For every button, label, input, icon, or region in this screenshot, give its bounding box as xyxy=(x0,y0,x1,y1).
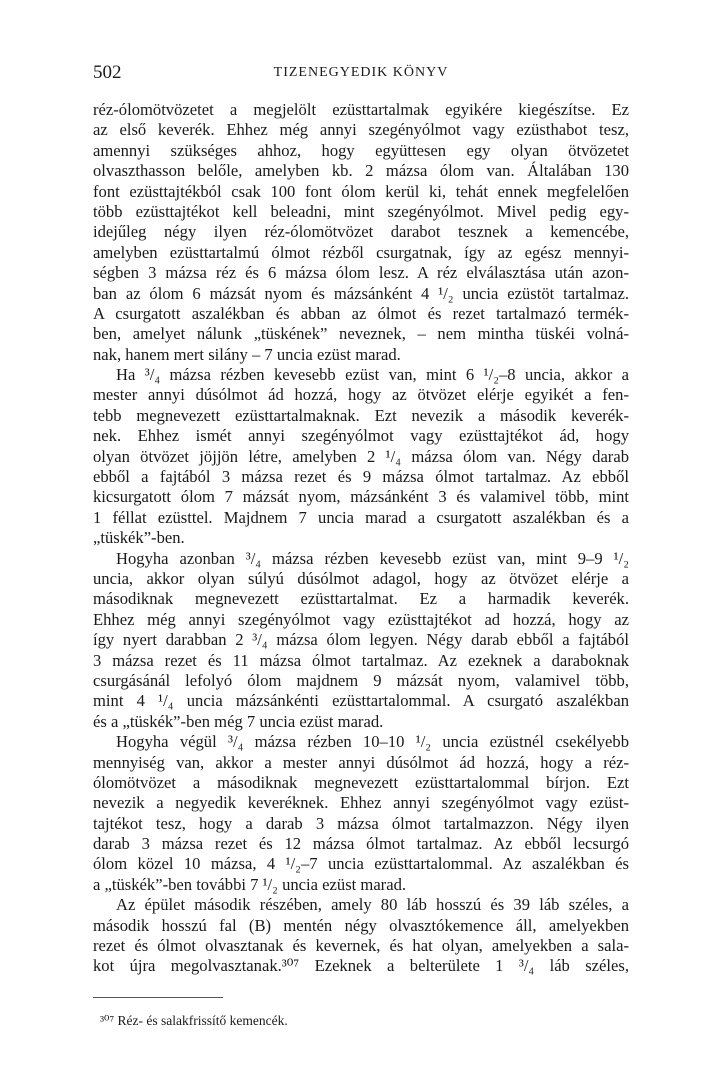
text-line: A csurgatott aszalékban és abban az ólmot és rezet tartalmazó termék- xyxy=(93,303,629,323)
text-line: kicsurgatott ólom 7 mázsát nyom, mázsánként 3 és valamivel több, mint xyxy=(93,487,629,507)
text-line: rezet és ólmot olvasztanak és kevernek, és hat olyan, amelyekben a sala- xyxy=(93,936,629,956)
text-line: tebb megnevezett ezüsttartalmaknak. Ezt nevezik a második keverék- xyxy=(93,405,629,425)
text-line: második hosszú fal (B) mentén négy olvasztókemence áll, amelyekben xyxy=(93,915,629,935)
text-line: nevezik a negyedik keveréknek. Ehhez annyi szegényólmot vagy ezüst- xyxy=(93,793,629,813)
text-line: „tüskék”-ben. xyxy=(93,528,185,548)
text-line: amennyi szükséges ahhoz, hogy együttesen egy olyan ötvözetet xyxy=(93,140,629,160)
page-header xyxy=(93,58,629,88)
text-line: mester annyi dúsólmot ád hozzá, hogy az ötvözet elérje egyikét a fen- xyxy=(93,385,629,405)
text-line: a „tüskék”-ben további 7 ¹/₂ uncia ezüst marad. xyxy=(93,874,407,894)
running-head: TIZENEGYEDIK KÖNYV xyxy=(273,65,449,80)
text-line: Hogyha végül ³/₄ mázsa rézben 10–10 ¹/₂ uncia ezüstnél csekélyebb xyxy=(116,732,629,752)
text-line: mint 4 ¹/₄ uncia mázsánkénti ezüsttartalommal. A csurgató aszalékban xyxy=(93,691,629,711)
text-line: így nyert darabban 2 ³/₄ mázsa ólom legyen. Négy darab ebből a fajtából xyxy=(93,630,629,650)
text-line: ban az ólom 6 mázsát nyom és mázsánként 4 ¹/₂ uncia ezüstöt tartalmaz. xyxy=(93,283,629,303)
text-line: Hogyha azonban ³/₄ mázsa rézben kevesebb ezüst van, mint 9–9 ¹/₂ xyxy=(116,548,629,568)
text-line: darab 3 mázsa rezet és 12 mázsa ólmot tartalmaz. Az ebből lecsurgó xyxy=(93,834,629,854)
text-line: amelyben ezüsttartalmú ólmot rézből csurgatnak, így az egész mennyi- xyxy=(93,242,629,262)
text-line: nek. Ehhez ismét annyi szegényólmot vagy ezüsttajtékot ád, hogy xyxy=(93,426,629,446)
text-line: az első keverék. Ehhez még annyi szegényólmot vagy ezüsthabot tesz, xyxy=(93,120,629,140)
text-line: nak, hanem mert silány – 7 uncia ezüst marad. xyxy=(93,344,401,364)
text-line: réz-ólomötvözetet a megjelölt ezüsttartalmak egyikére kiegészítse. Ez xyxy=(93,100,629,119)
text-line: csurgásánál lefolyó ólom majdnem 9 mázsát nyom, valamivel több, xyxy=(93,670,629,690)
text-line: 3 mázsa rezet és 11 mázsa ólmot tartalmaz. Az ezeknek a daraboknak xyxy=(93,650,629,670)
text-line: ólom közel 10 mázsa, 4 ¹/₂–7 uncia ezüsttartalommal. Az aszalékban és xyxy=(93,854,629,874)
page-number: 502 xyxy=(93,62,122,83)
text-line: Ha ³/₄ mázsa rézben kevesebb ezüst van, mint 6 ¹/₂–8 uncia, akkor a xyxy=(116,365,629,385)
text-line: olvaszthasson belőle, amelyben kb. 2 mázsa ólom van. Általában 130 xyxy=(93,161,629,181)
body-text xyxy=(93,100,629,977)
footnote: ³⁰⁷ Réz- és salakfrissítő kemencék. xyxy=(100,1013,288,1028)
text-line: másodiknak megnevezett ezüsttartalmat. Ez a harmadik keverék. xyxy=(93,589,629,609)
text-line: idejűleg négy ilyen réz-ólomötvözet darabot tesznek a kemencébe, xyxy=(93,222,629,242)
text-line: uncia, akkor olyan súlyú dúsólmot adagol, hogy az ötvözet elérje a xyxy=(93,568,629,588)
text-line: font ezüsttajtékból csak 100 font ólom kerül ki, tehát ennek megfelelően xyxy=(93,181,629,201)
footnote-divider xyxy=(93,997,223,998)
text-line: Az épület második részében, amely 80 láb hosszú és 39 láb széles, a xyxy=(116,895,629,915)
text-line: és a „tüskék”-ben még 7 uncia ezüst marad. xyxy=(93,711,384,731)
text-line: ben, amelyet nálunk „tüskének” neveznek, – nem mintha tüskéi volná- xyxy=(93,324,629,344)
text-line: olyan ötvözet jöjjön létre, amelyben 2 ¹/₄ mázsa ólom van. Négy darab xyxy=(93,446,629,466)
text-line: ségben 3 mázsa réz és 6 mázsa ólom lesz. A réz elválasztása után azon- xyxy=(93,263,629,283)
text-line: tajtékot tesz, hogy a darab 3 mázsa ólmot tartalmazzon. Négy ilyen xyxy=(93,813,629,833)
text-line: kot újra megolvasztanak.³⁰⁷ Ezeknek a belterülete 1 ³/₄ láb széles, xyxy=(93,956,629,976)
text-line: 1 féllat ezüsttel. Majdnem 7 uncia marad a csurgatott aszalékban és a xyxy=(93,507,629,527)
text-line: több ezüsttajtékot kell beleadni, mint szegényólmot. Mivel pedig egy- xyxy=(93,201,629,221)
text-line: ebből a fajtából 3 mázsa rezet és 9 mázsa ólmot tartalmaz. Az ebből xyxy=(93,467,629,487)
text-line: ólomötvözet a másodiknak megnevezett ezüsttartalommal bírjon. Ezt xyxy=(93,772,629,792)
text-line: Ehhez még annyi szegényólmot vagy ezüsttajtékot ad hozzá, hogy az xyxy=(93,609,629,629)
text-line: mennyiség van, akkor a mester annyi dúsólmot ád hozzá, hogy a réz- xyxy=(93,752,629,772)
